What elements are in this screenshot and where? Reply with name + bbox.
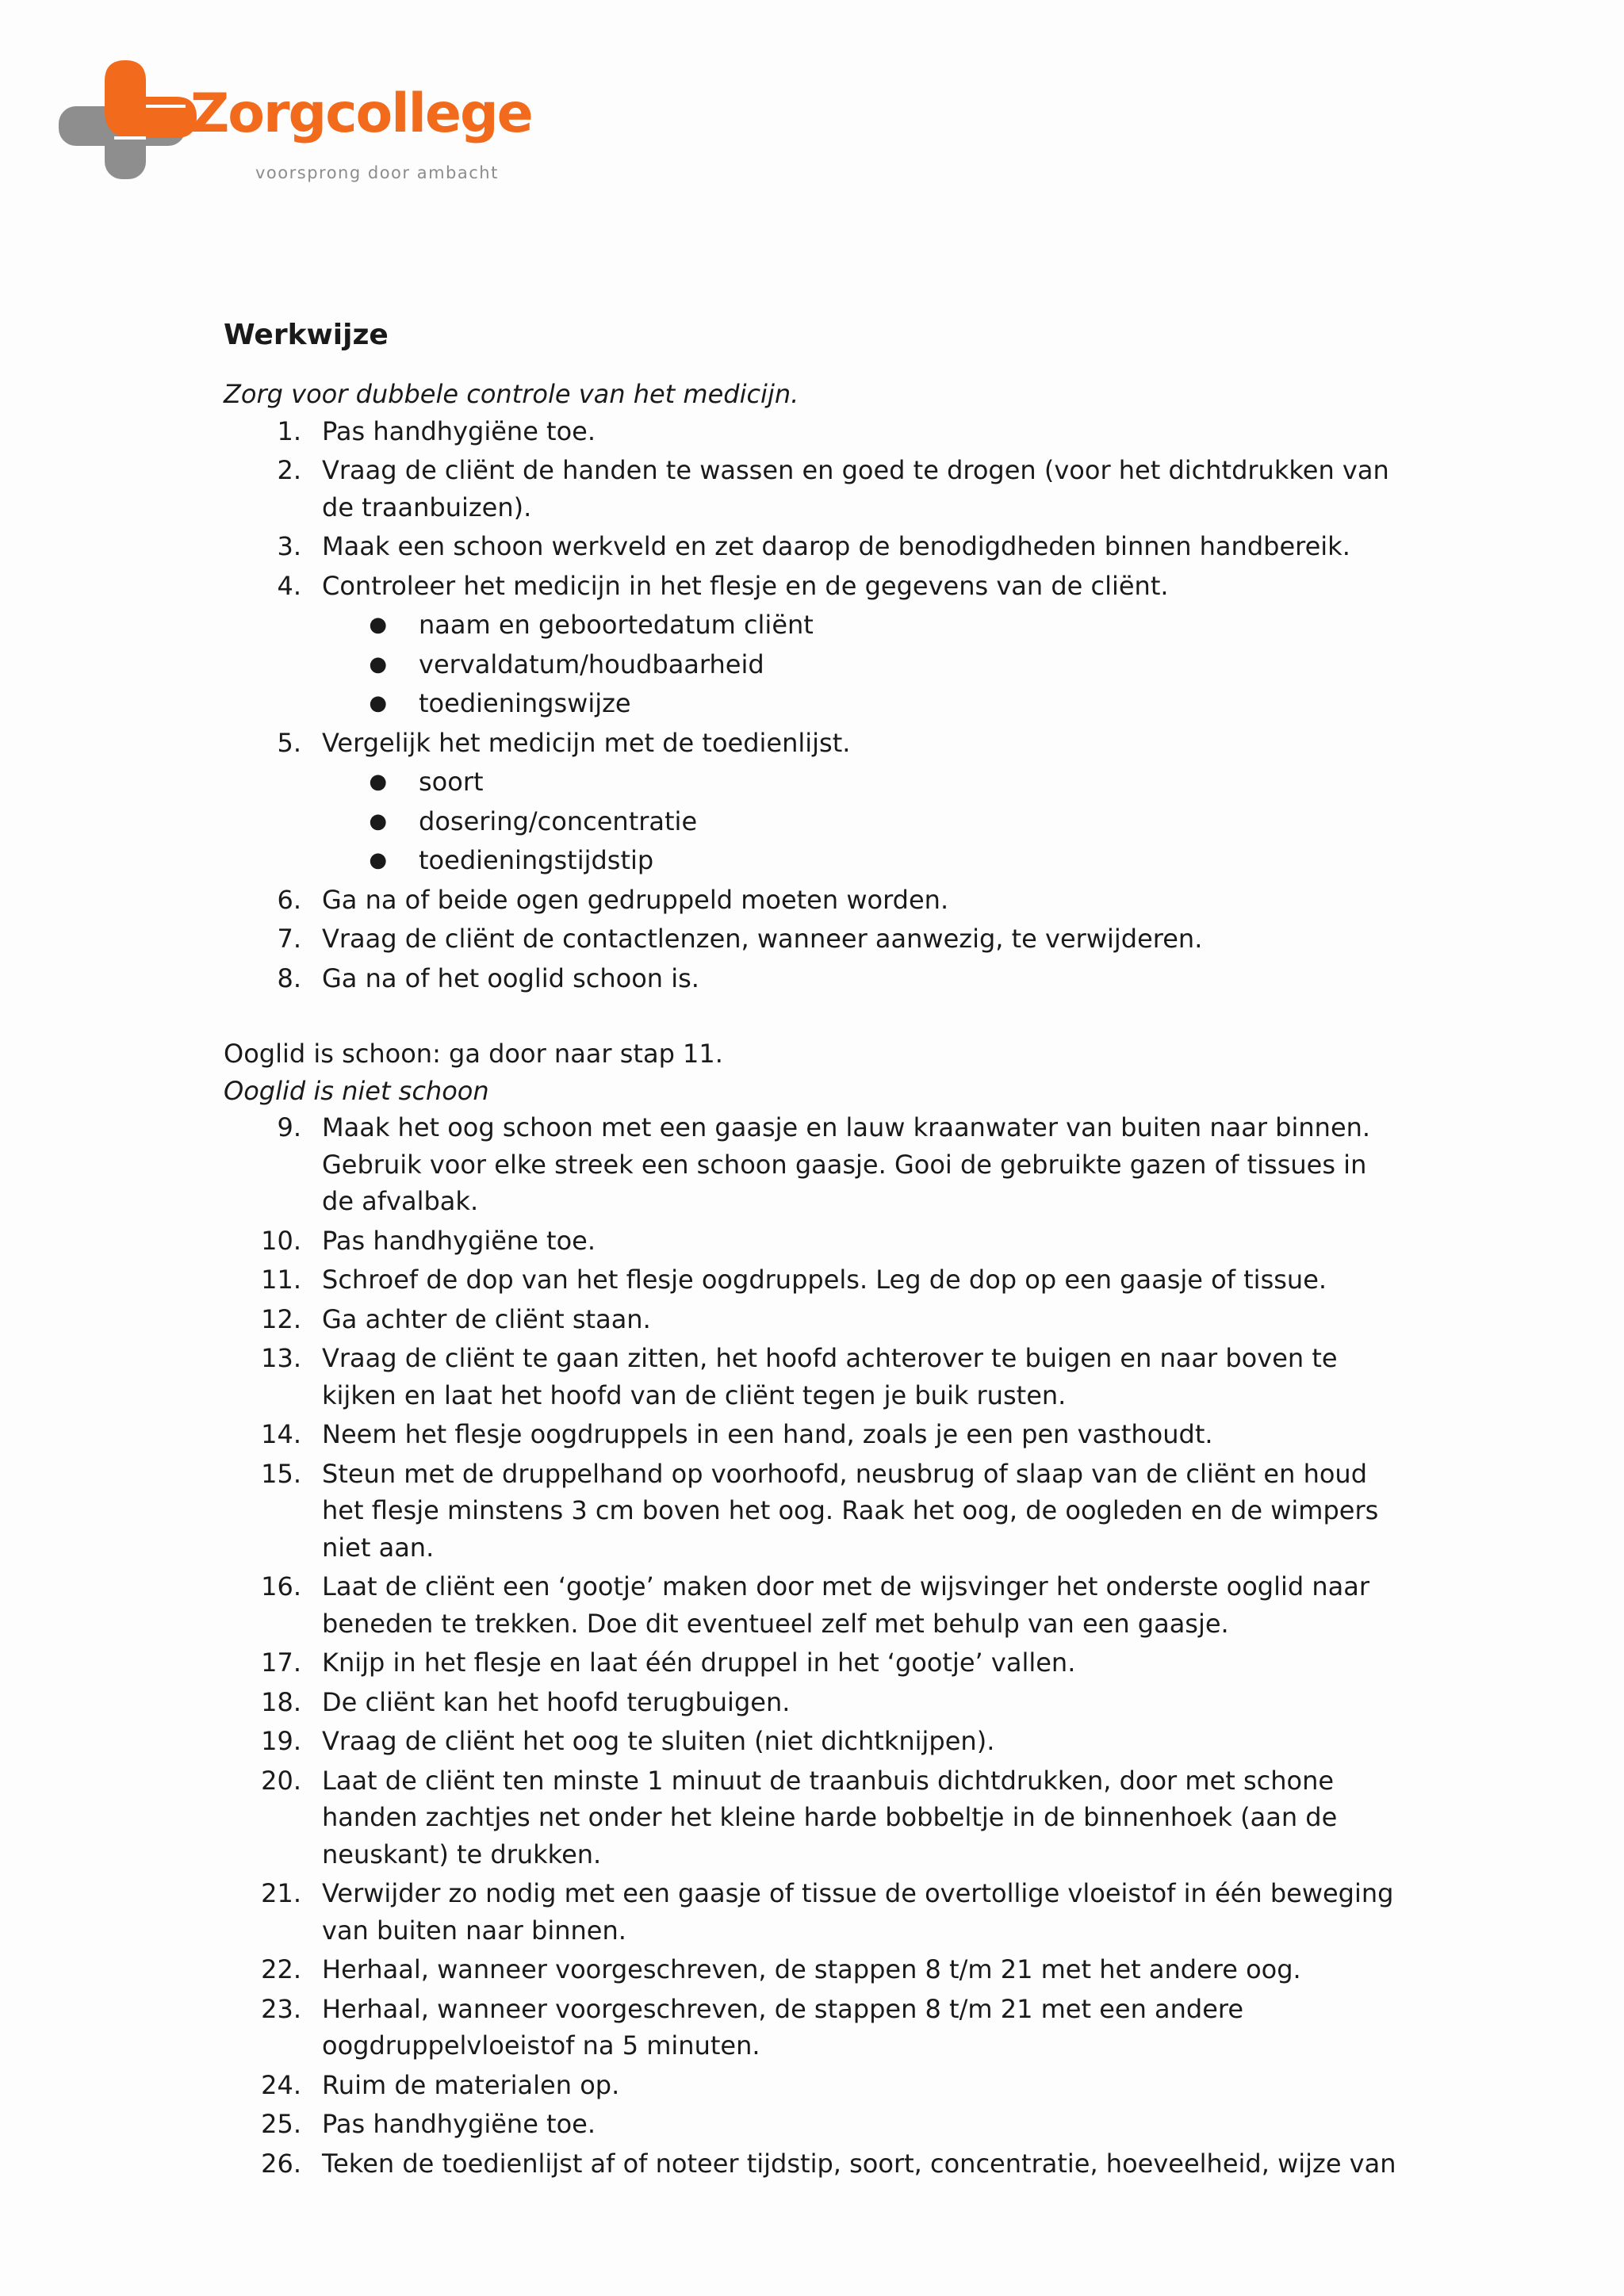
step-text: Ga na of het ooglid schoon is. — [322, 962, 699, 993]
not-clean-heading: Ooglid is niet schoon — [224, 1075, 489, 1106]
step-number: 3. — [277, 531, 301, 561]
step-number: 14. — [261, 1419, 301, 1449]
list-item — [224, 1723, 1397, 1760]
bullets-step4 — [224, 607, 1397, 722]
step-text: Steun met de druppelhand op voorhoofd, neusbrug of slaap van de cliënt en houd het flesje minstens 3 cm boven het oog. Raak het oog, de oogleden en de wimpers niet aan. — [322, 1458, 1379, 1563]
step-text: Vraag de cliënt de contactlenzen, wanneer aanwezig, te verwijderen. — [322, 924, 1203, 954]
logo-cross-icon — [57, 59, 200, 193]
list-item — [224, 1951, 1397, 1988]
spacer — [224, 999, 1397, 1035]
step-text: Maak het oog schoon met een gaasje en lauw kraanwater van buiten naar binnen. Gebruik voor elke streek een schoon gaasje. Gooi de gebruikte gazen of tissues in de afvalbak. — [322, 1112, 1371, 1216]
list-item — [224, 568, 1397, 605]
list-item — [224, 725, 1397, 762]
step-text: Vergelijk het medicijn met de toedienlijst. — [322, 727, 851, 758]
list-item — [224, 1340, 1397, 1414]
list-item — [224, 1416, 1397, 1453]
step-text: Pas handhygiëne toe. — [322, 2109, 596, 2139]
list-item — [224, 646, 1397, 683]
list-item — [224, 685, 1397, 722]
steps-list-step5 — [224, 725, 1397, 762]
step-text: Herhaal, wanneer voorgeschreven, de stappen 8 t/m 21 met het andere oog. — [322, 1954, 1301, 1984]
step-number: 13. — [261, 1343, 301, 1373]
step-text: Schroef de dop van het flesje oogdruppels. Leg de dop op een gaasje of tissue. — [322, 1265, 1327, 1295]
list-item — [224, 1109, 1397, 1220]
list-item — [224, 2145, 1397, 2183]
step-number: 10. — [261, 1225, 301, 1256]
list-item — [224, 1223, 1397, 1260]
step-text: Laat de cliënt ten minste 1 minuut de traanbuis dichtdrukken, door met schone handen zachtjes net onder het kleine harde bobbeltje in de binnenhoek (aan de neuskant) te drukken. — [322, 1765, 1338, 1869]
steps-list-part1 — [224, 413, 1397, 605]
step-number: 11. — [261, 1265, 301, 1295]
step-number: 1. — [277, 415, 301, 446]
step-number: 7. — [277, 924, 301, 954]
step-number: 12. — [261, 1303, 301, 1334]
list-item — [224, 803, 1397, 840]
list-item — [224, 1568, 1397, 1642]
step-number: 6. — [277, 884, 301, 915]
steps-list-part3 — [224, 1109, 1397, 2182]
step-text: Teken de toedienlijst af of noteer tijdstip, soort, concentratie, hoeveelheid, wijze van — [322, 2148, 1396, 2179]
step-number: 26. — [261, 2148, 301, 2179]
step-number: 5. — [277, 727, 301, 758]
bullet-text: naam en geboortedatum cliënt — [419, 610, 814, 640]
step-text: De cliënt kan het hoofd terugbuigen. — [322, 1686, 791, 1717]
step-number: 17. — [261, 1647, 301, 1678]
steps-list-part2 — [224, 882, 1397, 997]
step-text: Ga achter de cliënt staan. — [322, 1303, 651, 1334]
list-item — [224, 607, 1397, 644]
bullet-icon: ● — [369, 848, 387, 872]
bullets-step5 — [224, 763, 1397, 879]
step-text: Herhaal, wanneer voorgeschreven, de stappen 8 t/m 21 met een andere oogdruppelvloeistof na 5 minuten. — [322, 1993, 1244, 2061]
bullet-text: toedieningswijze — [419, 688, 631, 718]
bullet-text: soort — [419, 767, 484, 797]
list-item — [224, 1684, 1397, 1721]
step-text: Knijp in het flesje en laat één druppel in het ‘gootje’ vallen. — [322, 1647, 1076, 1678]
step-text: Verwijder zo nodig met een gaasje of tissue de overtollige vloeistof in één beweging van buiten naar binnen. — [322, 1878, 1394, 1946]
step-number: 2. — [277, 455, 301, 485]
list-item — [224, 920, 1397, 958]
list-item — [224, 1875, 1397, 1949]
bullet-text: toedieningstijdstip — [419, 845, 654, 875]
step-number: 21. — [261, 1878, 301, 1908]
list-item — [224, 2106, 1397, 2143]
step-text: Pas handhygiëne toe. — [322, 415, 596, 446]
bullet-text: vervaldatum/houdbaarheid — [419, 649, 764, 679]
step-text: Neem het flesje oogdruppels in een hand, zoals je een pen vasthoudt. — [322, 1419, 1213, 1449]
step-text: Maak een schoon werkveld en zet daarop de benodigdheden binnen handbereik. — [322, 531, 1350, 561]
logo-name: Zorgcollege — [190, 82, 532, 145]
bullet-icon: ● — [369, 691, 387, 715]
step-number: 25. — [261, 2109, 301, 2139]
list-item — [224, 882, 1397, 919]
step-number: 24. — [261, 2069, 301, 2100]
list-item — [224, 1991, 1397, 2064]
step-number: 16. — [261, 1571, 301, 1601]
step-number: 9. — [277, 1112, 301, 1142]
zorgcollege-logo — [57, 59, 532, 193]
bullet-icon: ● — [369, 613, 387, 637]
step-number: 18. — [261, 1686, 301, 1717]
step-text: Ruim de materialen op. — [322, 2069, 620, 2100]
list-item — [224, 1261, 1397, 1299]
step-text: Ga na of beide ogen gedruppeld moeten worden. — [322, 884, 949, 915]
list-item — [224, 960, 1397, 997]
list-item — [224, 1762, 1397, 1873]
intro-text: Zorg voor dubbele controle van het medicijn. — [224, 379, 799, 409]
list-item — [224, 1456, 1397, 1567]
step-number: 19. — [261, 1726, 301, 1756]
document-body — [224, 314, 1397, 2184]
list-item — [224, 763, 1397, 801]
bullet-text: dosering/concentratie — [419, 806, 698, 836]
list-item — [224, 528, 1397, 565]
list-item — [224, 1644, 1397, 1682]
step-number: 23. — [261, 1993, 301, 2024]
list-item — [224, 842, 1397, 879]
step-text: Vraag de cliënt het oog te sluiten (niet dichtknijpen). — [322, 1726, 995, 1756]
step-number: 8. — [277, 962, 301, 993]
list-item — [224, 2067, 1397, 2104]
list-item — [224, 452, 1397, 526]
step-number: 20. — [261, 1765, 301, 1796]
list-item — [224, 1301, 1397, 1338]
step-text: Vraag de cliënt te gaan zitten, het hoofd achterover te buigen en naar boven te kijken en laat het hoofd van de cliënt tegen je buik rusten. — [322, 1343, 1338, 1410]
section-title: Werkwijze — [224, 319, 389, 351]
clean-note: Ooglid is schoon: ga door naar stap 11. — [224, 1039, 723, 1069]
step-text: Vraag de cliënt de handen te wassen en goed te drogen (voor het dichtdrukken van de traanbuizen). — [322, 455, 1389, 522]
step-text: Laat de cliënt een ‘gootje’ maken door met de wijsvinger het onderste ooglid naar beneden te trekken. Doe dit eventueel zelf met behulp van een gaasje. — [322, 1571, 1370, 1639]
step-number: 15. — [261, 1458, 301, 1489]
step-text: Controleer het medicijn in het flesje en de gegevens van de cliënt. — [322, 570, 1169, 601]
step-number: 4. — [277, 570, 301, 601]
logo-tagline: voorsprong door ambacht — [255, 163, 499, 182]
list-item — [224, 413, 1397, 450]
step-number: 22. — [261, 1954, 301, 1984]
bullet-icon: ● — [369, 652, 387, 676]
step-text: Pas handhygiëne toe. — [322, 1225, 596, 1256]
bullet-icon: ● — [369, 770, 387, 794]
bullet-icon: ● — [369, 809, 387, 833]
